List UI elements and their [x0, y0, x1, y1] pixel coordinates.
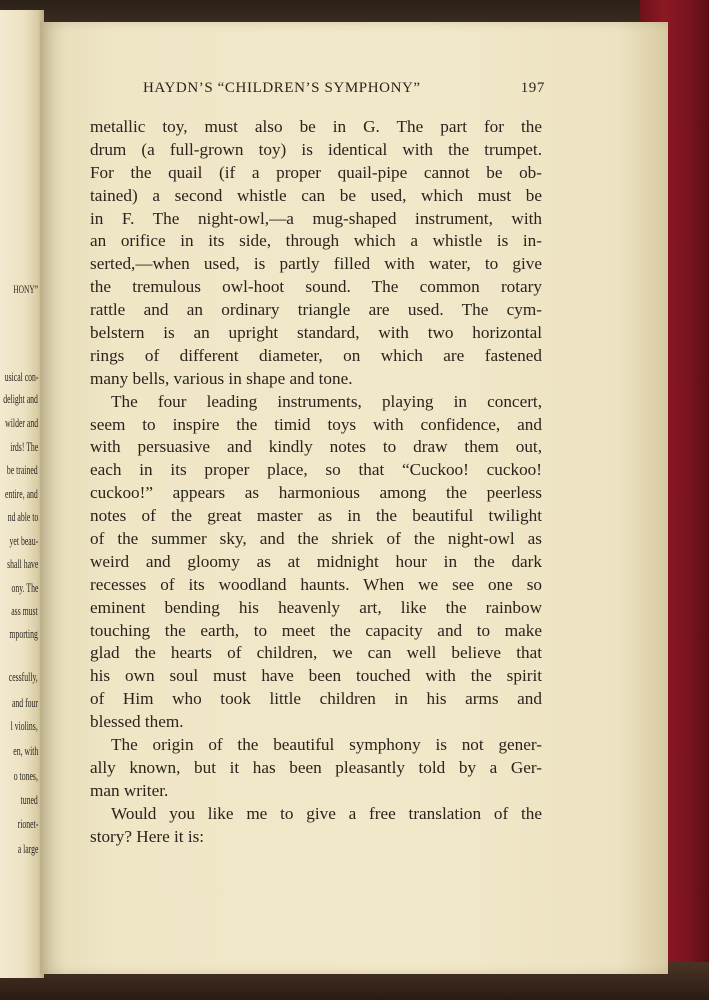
- facing-page-text-fragment: HONY”: [13, 282, 38, 296]
- text-line: seem to inspire the timid toys with confidence, and: [90, 414, 542, 434]
- text-line: rattle and an ordinary triangle are used. The cym-: [90, 300, 542, 320]
- text-line: an orifice in its side, through which a whistle is in-: [90, 231, 542, 251]
- text-line: with persuasive and kindly notes to draw them out,: [90, 437, 542, 457]
- text-line: blessed them.: [90, 712, 184, 732]
- facing-page-edge: [0, 10, 44, 978]
- text-line: drum (a full-grown toy) is identical with the trumpet.: [90, 139, 542, 159]
- text-line: ally known, but it has been pleasantly told by a Ger-: [90, 757, 542, 777]
- facing-page-text-fragment: mporting: [9, 627, 38, 641]
- text-line: his own soul must have been touched with the spirit: [90, 666, 542, 686]
- facing-page-text-fragment: l violins,: [10, 719, 38, 733]
- facing-page-text-fragment: o tones,: [13, 769, 38, 783]
- facing-page-text-fragment: and four: [11, 696, 38, 710]
- facing-page-text-fragment: tuned: [20, 793, 38, 807]
- text-line: touching the earth, to meet the capacity and to make: [90, 620, 542, 640]
- running-head-title: HAYDN’S “CHILDREN’S SYMPHONY”: [143, 80, 421, 96]
- text-line: The origin of the beautiful symphony is not gener-: [111, 735, 542, 755]
- text-line: the tremulous owl-hoot sound. The common rotary: [90, 277, 542, 297]
- text-line: serted,—when used, is partly filled with water, to give: [90, 254, 542, 274]
- facing-page-text-fragment: en, with: [13, 744, 38, 758]
- text-line: eminent bending his heavenly art, like the rainbow: [90, 597, 542, 617]
- text-line: rings of different diameter, on which are fastened: [90, 345, 542, 365]
- facing-page-text-fragment: rionet-: [17, 817, 38, 831]
- scan-top-edge: [0, 0, 709, 22]
- facing-page-text-fragment: yet beau-: [9, 534, 38, 548]
- text-line: story? Here it is:: [90, 826, 205, 846]
- facing-page-text-fragment: entire, and: [5, 487, 38, 501]
- facing-page-text-fragment: nd able to: [7, 510, 38, 524]
- facing-page-text-fragment: a large: [17, 842, 38, 856]
- text-line: belstern is an upright standard, with two horizontal: [90, 323, 542, 343]
- facing-page-text-fragment: usical con-: [4, 370, 38, 384]
- text-line: notes of the great master as in the beautiful twilight: [90, 506, 542, 526]
- text-line: man writer.: [90, 780, 169, 800]
- text-line: For the quail (if a proper quail-pipe cannot be ob-: [90, 162, 542, 182]
- text-line: of Him who took little children in his arms and: [90, 689, 542, 709]
- facing-page-text-fragment: ass must: [11, 604, 38, 618]
- text-line: recesses of its woodland haunts. When we see one so: [90, 574, 542, 594]
- facing-page-text-fragment: shall have: [6, 557, 38, 571]
- text-line: each in its proper place, so that “Cuckoo! cuckoo!: [90, 460, 542, 480]
- facing-page-text-fragment: ony. The: [11, 581, 38, 595]
- text-line: many bells, various in shape and tone.: [90, 368, 353, 388]
- body-text: [90, 116, 542, 849]
- page-number: 197: [520, 80, 545, 96]
- facing-page-text-fragment: be trained: [7, 463, 38, 477]
- facing-page-text-fragment: wilder and: [5, 416, 38, 430]
- text-line: metallic toy, must also be in G. The part for the: [90, 117, 542, 136]
- text-line: weird and gloomy as at midnight hour in the dark: [90, 551, 542, 571]
- facing-page-text-fragment: irds! The: [9, 440, 38, 454]
- text-line: tained) a second whistle can be used, which must be: [90, 185, 542, 205]
- text-line: glad the hearts of children, we can well believe that: [90, 643, 542, 663]
- text-line: in F. The night-owl,—a mug-shaped instrument, with: [90, 208, 542, 228]
- facing-page-text-fragment: cessfully,: [9, 670, 38, 684]
- running-head: [103, 80, 545, 100]
- text-line: The four leading instruments, playing in concert,: [111, 391, 542, 411]
- text-line: Would you like me to give a free translation of the: [111, 803, 542, 823]
- facing-page-text-fragment: delight and: [3, 392, 38, 406]
- text-line: of the summer sky, and the shriek of the night-owl as: [90, 529, 542, 549]
- text-line: cuckoo!” appears as harmonious among the peerless: [90, 483, 542, 503]
